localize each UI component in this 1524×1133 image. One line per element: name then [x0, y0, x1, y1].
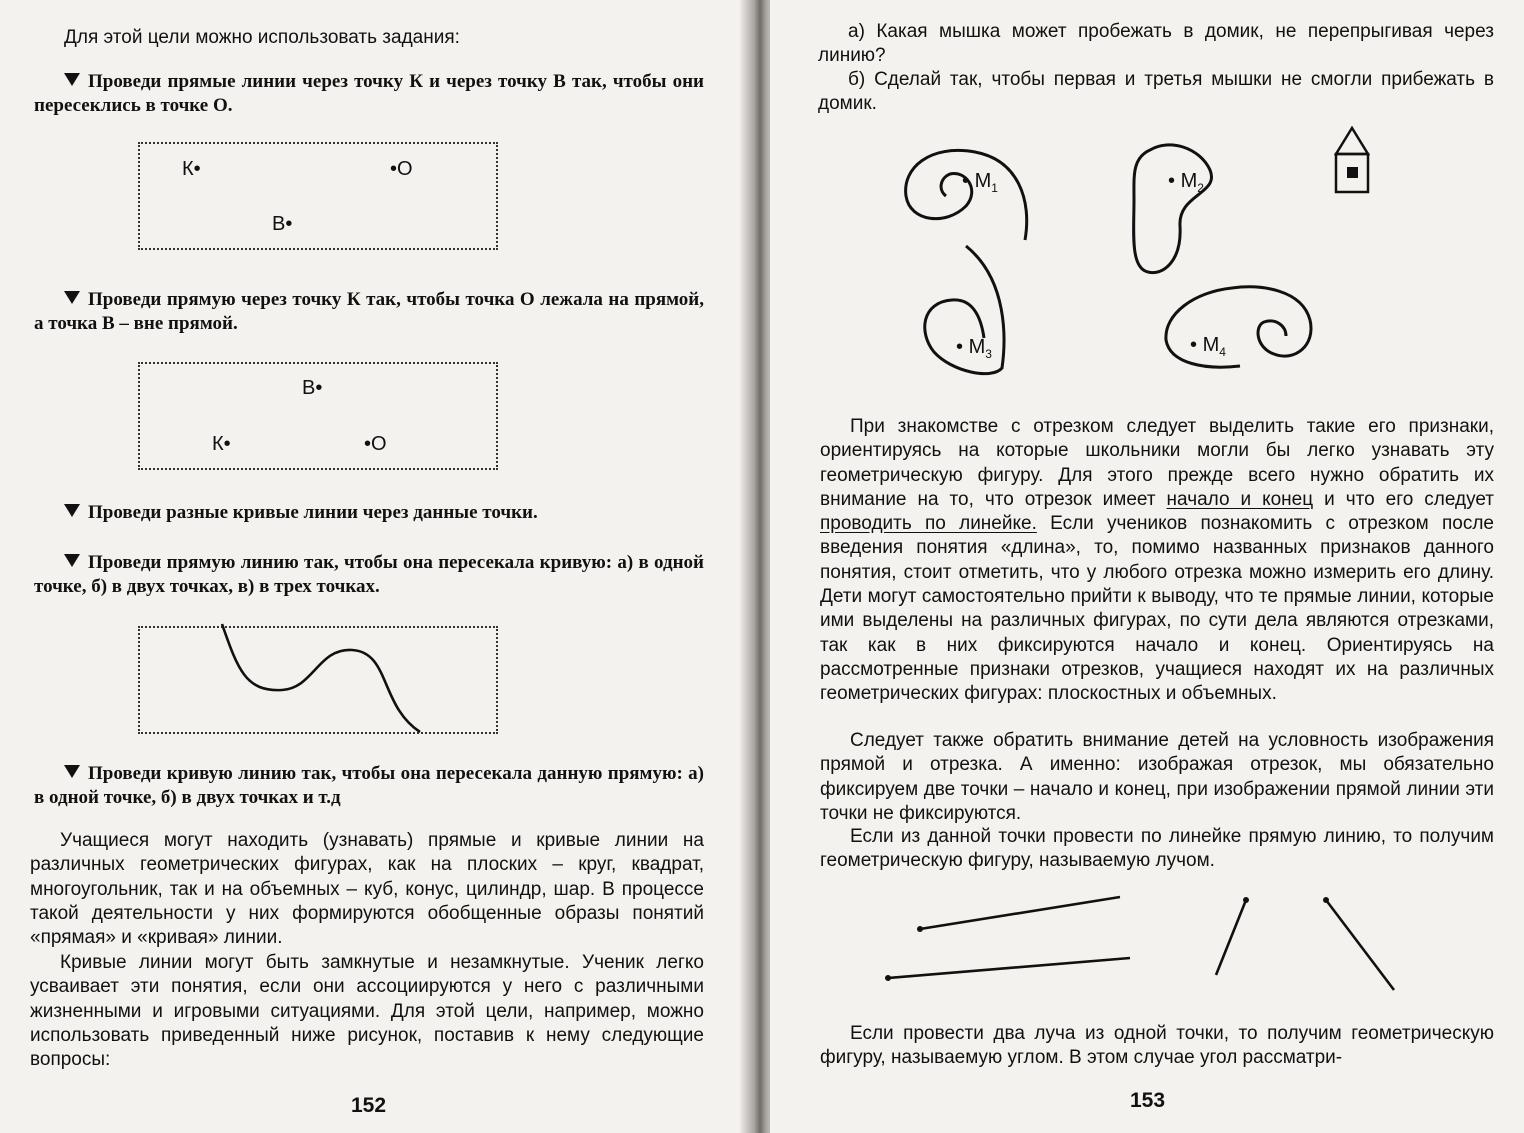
- paragraph-1: Учащиеся могут находить (узнавать) прямые и кривые линии на различных геометрических фигурах, как на плоских – круг, квадрат, многоугольник, так и на объемных – куб, конус, цилиндр, шар. В процессе такой деятельности у них формируются обобщенные образы понятий «прямая» и «кривая» линии.: [30, 830, 704, 949]
- mouse-2-label: • $М_2$: [1168, 170, 1204, 195]
- intro-text: Для этой цели можно использовать задания:: [64, 27, 460, 48]
- paragraph-4: Если провести два луча из одной точки, то получим геометрическую фигуру, называемую углом. В этом случае угол рассматри-: [820, 1023, 1494, 1069]
- rays-drawing: [885, 897, 1394, 990]
- paragraph-2: Кривые линии могут быть замкнутые и незамкнутые. Ученик легко усваивает эти понятия, если они ассоциируются у него с различными жизненными и игровыми ситуациями. Для этой цели, например, можно использовать приведенный ниже рисунок, поставив к нему следующие вопросы:: [30, 952, 704, 1071]
- point-o-label: •О: [390, 158, 413, 180]
- task-1: Проведи прямые линии через точку К и через точку В так, чтобы они пересеклись в точке О.: [34, 71, 704, 117]
- point-b-label: В•: [272, 213, 293, 235]
- point-b-label: В•: [302, 377, 323, 399]
- page-number: 152: [351, 1094, 387, 1117]
- question-b: б) Сделай так, чтобы первая и третья мышки не смогли прибежать в домик.: [818, 69, 1494, 115]
- point-o-label: •О: [364, 433, 387, 455]
- underlined-text: начало и конец: [1166, 488, 1314, 510]
- triangle-bullet-icon: [64, 765, 80, 778]
- paragraph-1: При знакомстве с отрезком следует выделить такие его признаки, ориентируясь на которые школьники могли бы легко узнавать эту геометрическую фигуру. Для этого прежде всего нужно обратить их внимание на то, что отрезок имеет начало и конец и что его следует проводить по линейке. Если учеников познакомить с отрезком после введения понятия «длина», то, помимо названных признаков данного понятия, стоит отметить, что у любого отрезка можно измерить его длину. Дети могут самостоятельно прийти к выводу, что те прямые линии, которые ими выделены на различных фигурах, по сути дела являются отрезками, так как в них фиксируются начало и конец. Ориентируясь на рассмотренные признаки отрезков, учащиеся находят их на различных геометрических фигурах: плоскостных и объемных.: [820, 416, 1494, 705]
- point-k-label: К•: [182, 158, 201, 180]
- mouse-4-label: • $М_4$: [1190, 334, 1226, 359]
- page-number: 153: [1130, 1089, 1166, 1112]
- house-icon: [1336, 128, 1368, 192]
- task-3: Проведи разные кривые линии через данные точки.: [64, 501, 704, 525]
- question-a: а) Какая мышка может пробежать в домик, не перепрыгивая через линию?: [818, 21, 1494, 67]
- left-page: [0, 0, 752, 1133]
- task-5: Проведи кривую линию так, чтобы она пересекала данную прямую: а) в одной точке, б) в двух точках и т.д: [34, 763, 704, 809]
- mouse-1-label: • $М_1$: [962, 170, 998, 195]
- point-k-label: К•: [212, 433, 231, 455]
- mouse-3-label: • $М_3$: [956, 336, 992, 361]
- task-4: Проведи прямую линию так, чтобы она пересекала кривую: а) в одной точке, б) в двух точках, в) в трех точках.: [34, 552, 704, 598]
- right-page: [770, 0, 1524, 1133]
- underlined-text: проводить по линейке.: [820, 513, 1037, 535]
- paragraph-3: Если из данной точки провести по линейке прямую линию, то получим геометрическую фигуру, называемую лучом.: [820, 826, 1494, 872]
- paragraph-2: Следует также обратить внимание детей на условность изображения прямой и отрезка. А именно: изображая отрезок, мы обязательно фиксируем две точки – начало и конец, при изображении прямой линии эти точки не фиксируются.: [820, 730, 1494, 824]
- task-2: Проведи прямую через точку К так, чтобы точка О лежала на прямой, а точка В – вне прямой.: [34, 289, 704, 335]
